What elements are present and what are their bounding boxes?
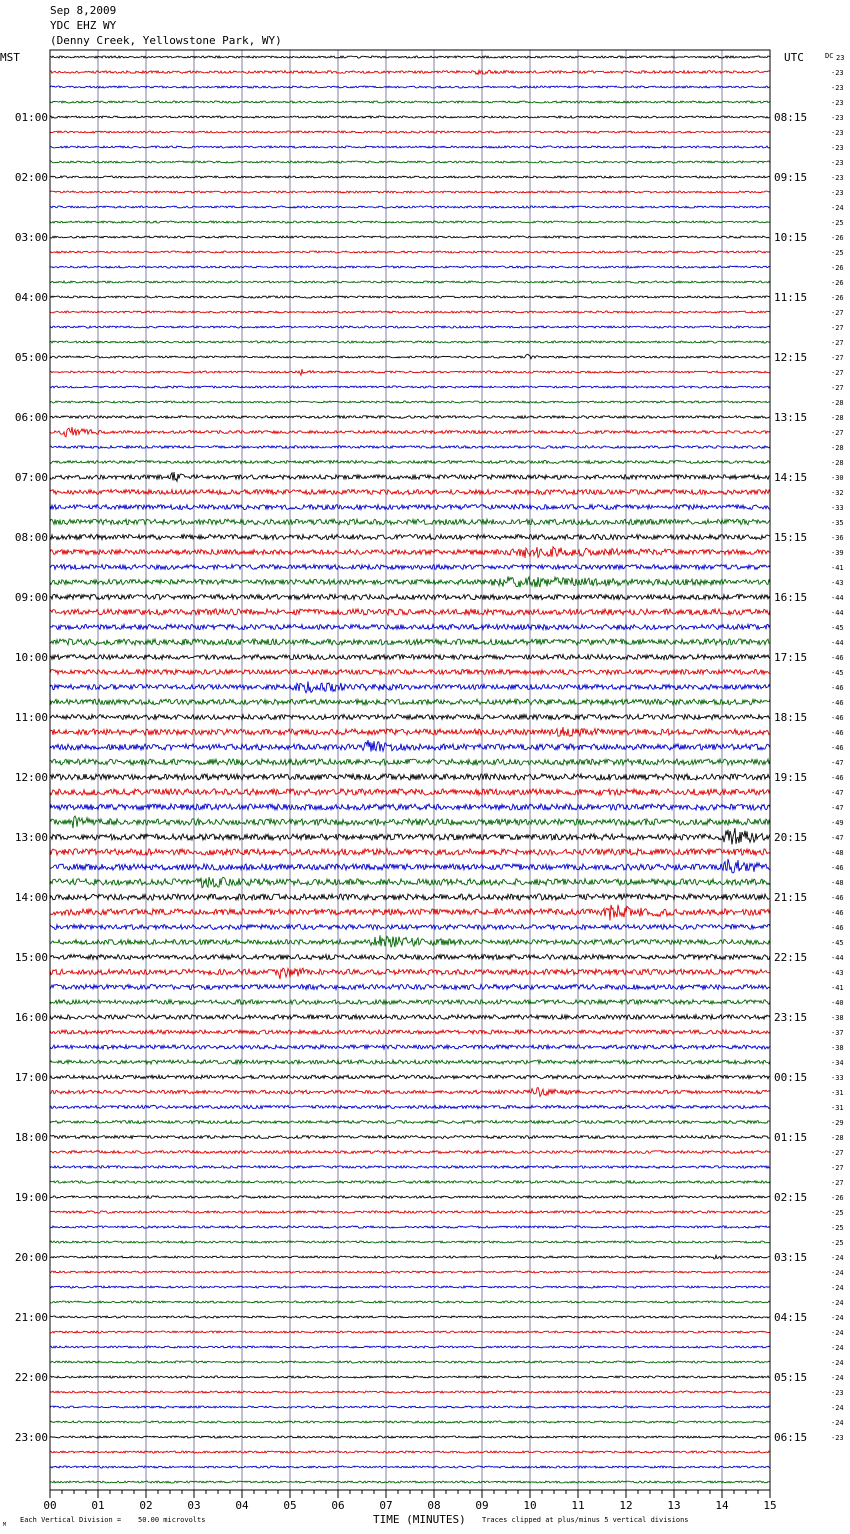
dc-offset-label: -25 (831, 219, 844, 227)
dc-offset-label: -24 (831, 1269, 844, 1277)
trace-line (50, 639, 770, 645)
trace-line (50, 1181, 770, 1184)
dc-offset-label: -31 (831, 1089, 844, 1097)
dc-offset-label: -25 (831, 1209, 844, 1217)
trace-line (50, 1136, 770, 1139)
trace-line (50, 1466, 770, 1468)
trace-line (50, 1196, 770, 1198)
mst-hour-label: 14:00 (14, 891, 48, 904)
trace-line (50, 968, 770, 979)
x-tick-label: 14 (715, 1499, 729, 1512)
mst-hour-label: 23:00 (14, 1431, 48, 1444)
dc-offset-label: -38 (831, 1044, 844, 1052)
dc-offset-label: -26 (831, 1194, 844, 1202)
dc-offset-label: -24 (831, 1359, 844, 1367)
dc-offset-label: -44 (831, 594, 844, 602)
x-tick-label: 11 (571, 1499, 585, 1512)
trace-line (50, 534, 770, 539)
utc-hour-label: 02:15 (774, 1191, 808, 1204)
trace-line (50, 905, 770, 921)
utc-hour-label: 16:15 (774, 591, 808, 604)
dc-offset-label: -37 (831, 1029, 844, 1037)
dc-offset-label: -46 (831, 729, 844, 737)
utc-hour-label: 10:15 (774, 231, 808, 244)
dc-offset-label: -26 (831, 234, 844, 242)
x-tick-label: 01 (91, 1499, 105, 1512)
mst-hour-label: 11:00 (14, 711, 48, 724)
dc-offset-label: -23 (831, 159, 844, 167)
dc-offset-label: -24 (831, 1374, 844, 1382)
dc-offset-label: -47 (831, 759, 844, 767)
dc-offset-label: -25 (831, 1224, 844, 1232)
dc-offset-label: -43 (831, 579, 844, 587)
mst-hour-label: 06:00 (14, 411, 48, 424)
trace-line (50, 221, 770, 223)
dc-offset-label: -28 (831, 399, 844, 407)
trace-line (50, 1331, 770, 1333)
mst-hour-label: 18:00 (14, 1131, 48, 1144)
trace-line (50, 609, 770, 615)
x-tick-label: 07 (379, 1499, 393, 1512)
dc-offset-label: -36 (831, 534, 844, 542)
trace-line (50, 519, 770, 525)
trace-line (50, 1226, 770, 1228)
dc-offset-label: -26 (831, 279, 844, 287)
trace-line (50, 670, 770, 675)
trace-line (50, 1060, 770, 1064)
trace-line (50, 354, 770, 358)
dc-offset-label: -44 (831, 639, 844, 647)
trace-line (50, 101, 770, 103)
trace-line (50, 1211, 770, 1213)
trace-line (50, 759, 770, 765)
dc-offset-label: -27 (831, 369, 844, 377)
utc-hour-label: 05:15 (774, 1371, 808, 1384)
dc-offset-label: -47 (831, 789, 844, 797)
trace-line (50, 828, 770, 844)
dc-offset-label: -24 (831, 1254, 844, 1262)
dc-offset-label: -39 (831, 549, 844, 557)
utc-hour-label: 13:15 (774, 411, 808, 424)
dc-offset-label: -27 (831, 1179, 844, 1187)
utc-hour-label: 15:15 (774, 531, 808, 544)
right-axis-label: UTC (784, 51, 804, 64)
dc-offset-label: -46 (831, 654, 844, 662)
right-hour-labels (774, 111, 807, 1444)
mst-hour-label: 02:00 (14, 171, 48, 184)
trace-line (50, 859, 770, 873)
trace-line (50, 1255, 770, 1259)
trace-line (50, 594, 770, 599)
trace-line (50, 1301, 770, 1303)
mst-hour-label: 10:00 (14, 651, 48, 664)
trace-line (50, 326, 770, 328)
dc-offset-label: -32 (831, 489, 844, 497)
trace-line (50, 985, 770, 990)
trace-line (50, 1346, 770, 1348)
mst-hour-label: 15:00 (14, 951, 48, 964)
dc-offset-label: -29 (831, 1119, 844, 1127)
utc-hour-label: 09:15 (774, 171, 808, 184)
utc-hour-label: 11:15 (774, 291, 808, 304)
clip-note: Traces clipped at plus/minus 5 vertical divisions (482, 1516, 689, 1524)
trace-line (50, 740, 770, 752)
trace-line (50, 816, 770, 828)
x-tick-label: 13 (667, 1499, 681, 1512)
trace-line (50, 1088, 770, 1097)
mst-hour-label: 07:00 (14, 471, 48, 484)
plot-frame (50, 50, 770, 1490)
utc-hour-label: 01:15 (774, 1131, 808, 1144)
dc-offset-label: -40 (831, 999, 844, 1007)
trace-line (50, 490, 770, 495)
dc-offset-label: -46 (831, 699, 844, 707)
trace-line (50, 681, 770, 692)
trace-line (50, 1000, 770, 1005)
x-axis (43, 1490, 776, 1512)
trace-line (50, 70, 770, 74)
trace-line (50, 1030, 770, 1034)
trace-line (50, 1045, 770, 1049)
x-tick-label: 06 (331, 1499, 345, 1512)
x-tick-label: 15 (763, 1499, 777, 1512)
x-tick-label: 08 (427, 1499, 441, 1512)
trace-line (50, 161, 770, 163)
dc-offset-label: -27 (831, 324, 844, 332)
trace-line (50, 386, 770, 388)
trace-line (50, 461, 770, 464)
trace-line (50, 1015, 770, 1019)
trace-line (50, 1241, 770, 1243)
dc-offset-label: -46 (831, 864, 844, 872)
dc-offset-label: -47 (831, 804, 844, 812)
mst-hour-label: 21:00 (14, 1311, 48, 1324)
mst-hour-label: 05:00 (14, 351, 48, 364)
dc-offset-label: -46 (831, 744, 844, 752)
utc-hour-label: 22:15 (774, 951, 808, 964)
dc-offset-label: -23 (831, 189, 844, 197)
dc-offset-label: -23 (831, 144, 844, 152)
dc-offset-label: -38 (831, 1014, 844, 1022)
trace-line (50, 1361, 770, 1363)
utc-hour-label: 18:15 (774, 711, 808, 724)
dc-offset-label: -24 (831, 1329, 844, 1337)
trace-line (50, 369, 770, 375)
trace-line (50, 565, 770, 570)
dc-offset-label: -24 (831, 1419, 844, 1427)
trace-line (50, 86, 770, 88)
dc-offset-label: -27 (831, 384, 844, 392)
trace-line (50, 1316, 770, 1318)
utc-hour-label: 20:15 (774, 831, 808, 844)
dc-offset-label: -41 (831, 984, 844, 992)
utc-hour-label: 03:15 (774, 1251, 808, 1264)
trace-line (50, 1391, 770, 1393)
trace-line (50, 131, 770, 133)
utc-hour-label: 12:15 (774, 351, 808, 364)
x-tick-label: 09 (475, 1499, 489, 1512)
scale-note: Each Vertical Division = 50.00 microvolts (20, 1516, 206, 1524)
dc-offset-label: -35 (831, 519, 844, 527)
dc-offset-label: 23 (836, 54, 845, 62)
left-hour-labels (15, 111, 48, 1444)
dc-offset-label: -26 (831, 294, 844, 302)
dc-offset-label: -23 (831, 174, 844, 182)
dc-offset-label: -27 (831, 429, 844, 437)
trace-line (50, 1105, 770, 1108)
dc-offset-label: -47 (831, 834, 844, 842)
station-code: YDC EHZ WY (50, 19, 117, 32)
dc-offset-label: -24 (831, 1344, 844, 1352)
utc-hour-label: 17:15 (774, 651, 808, 664)
dc-offset-label: -45 (831, 939, 844, 947)
dc-offset-label: -24 (831, 1404, 844, 1412)
dc-offset-label: -33 (831, 1074, 844, 1082)
trace-line (50, 1121, 770, 1124)
mst-hour-label: 20:00 (14, 1251, 48, 1264)
utc-hour-label: 23:15 (774, 1011, 808, 1024)
dc-offset-label: -23 (831, 114, 844, 122)
utc-hour-label: 21:15 (774, 891, 808, 904)
dc-offset-label: -28 (831, 459, 844, 467)
mst-hour-label: 12:00 (14, 771, 48, 784)
dc-offset-label: -33 (831, 504, 844, 512)
dc-offset-label: -46 (831, 774, 844, 782)
dc-offset-label: -23 (831, 1389, 844, 1397)
trace-line (50, 804, 770, 810)
dc-offset-label: -27 (831, 309, 844, 317)
dc-offset-label: -24 (831, 1284, 844, 1292)
trace-line (50, 727, 770, 736)
trace-line (50, 427, 770, 437)
dc-offset-label: -28 (831, 444, 844, 452)
left-axis-label: MST (0, 51, 20, 64)
dc-offset-label: -25 (831, 249, 844, 257)
trace-line (50, 576, 770, 587)
mst-hour-label: 03:00 (14, 231, 48, 244)
dc-offset-label: -45 (831, 624, 844, 632)
chart-date: Sep 8,2009 (50, 4, 117, 17)
mst-hour-label: 08:00 (14, 531, 48, 544)
dc-offset-label: -46 (831, 924, 844, 932)
corner-mark: M (3, 1522, 7, 1528)
dc-offset-label: -46 (831, 909, 844, 917)
trace-line (50, 789, 770, 795)
trace-line (50, 849, 770, 855)
dc-offset-label: -46 (831, 714, 844, 722)
dc-offset-label: -27 (831, 339, 844, 347)
dc-offset-label: -23 (831, 1434, 844, 1442)
dc-offset-label: -24 (831, 204, 844, 212)
trace-line (50, 955, 770, 960)
mst-hour-label: 22:00 (14, 1371, 48, 1384)
x-tick-label: 00 (43, 1499, 57, 1512)
trace-line (50, 714, 770, 719)
utc-hour-label: 06:15 (774, 1431, 808, 1444)
mst-hour-label: 13:00 (14, 831, 48, 844)
dc-offset-label: -48 (831, 849, 844, 857)
trace-line (50, 699, 770, 705)
dc-offset-labels (831, 54, 844, 1442)
trace-line (50, 894, 770, 900)
trace-line (50, 1436, 770, 1438)
trace-line (50, 1421, 770, 1423)
dc-offset-label: -23 (831, 99, 844, 107)
mst-hour-label: 19:00 (14, 1191, 48, 1204)
dc-offset-label: -24 (831, 1314, 844, 1322)
trace-line (50, 236, 770, 238)
x-tick-label: 02 (139, 1499, 153, 1512)
mst-hour-label: 09:00 (14, 591, 48, 604)
dc-offset-label: -46 (831, 684, 844, 692)
trace-line (50, 935, 770, 947)
trace-line (50, 1286, 770, 1288)
x-tick-label: 10 (523, 1499, 537, 1512)
dc-offset-label: -26 (831, 264, 844, 272)
trace-line (50, 401, 770, 403)
utc-hour-label: 19:15 (774, 771, 808, 784)
x-tick-label: 03 (187, 1499, 201, 1512)
utc-hour-label: 14:15 (774, 471, 808, 484)
trace-line (50, 1166, 770, 1169)
dc-offset-label: -24 (831, 1299, 844, 1307)
trace-line (50, 296, 770, 298)
trace-line (50, 774, 770, 780)
dc-offset-label: -28 (831, 1134, 844, 1142)
trace-line (50, 206, 770, 208)
dc-offset-label: -23 (831, 84, 844, 92)
trace-line (50, 925, 770, 930)
dc-label: DC (825, 52, 834, 60)
dc-offset-label: -49 (831, 819, 844, 827)
dc-offset-label: -31 (831, 1104, 844, 1112)
dc-offset-label: -41 (831, 564, 844, 572)
mst-hour-label: 04:00 (14, 291, 48, 304)
mst-hour-label: 01:00 (14, 111, 48, 124)
mst-hour-label: 16:00 (14, 1011, 48, 1024)
trace-line (50, 655, 770, 660)
dc-offset-label: -44 (831, 609, 844, 617)
trace-line (50, 266, 770, 268)
trace-line (50, 472, 770, 481)
dc-offset-label: -45 (831, 669, 844, 677)
trace-line (50, 1451, 770, 1453)
trace-line (50, 191, 770, 193)
dc-offset-label: -28 (831, 414, 844, 422)
trace-line (50, 877, 770, 888)
trace-line (50, 341, 770, 343)
dc-offset-label: -27 (831, 1164, 844, 1172)
station-location: (Denny Creek, Yellowstone Park, WY) (50, 34, 282, 47)
dc-offset-label: -23 (831, 129, 844, 137)
trace-line (50, 624, 770, 629)
x-tick-label: 04 (235, 1499, 249, 1512)
x-tick-label: 05 (283, 1499, 297, 1512)
utc-hour-label: 00:15 (774, 1071, 808, 1084)
dc-offset-label: -23 (831, 69, 844, 77)
utc-hour-label: 08:15 (774, 111, 808, 124)
dc-offset-label: -43 (831, 969, 844, 977)
trace-line (50, 416, 770, 419)
trace-line (50, 1376, 770, 1378)
trace-group (50, 56, 770, 1483)
utc-hour-label: 04:15 (774, 1311, 808, 1324)
trace-line (50, 176, 770, 178)
x-axis-title: TIME (MINUTES) (373, 1513, 466, 1526)
dc-offset-label: -27 (831, 354, 844, 362)
trace-line (50, 1271, 770, 1273)
trace-line (50, 56, 770, 58)
trace-line (50, 1406, 770, 1408)
dc-offset-label: -27 (831, 1149, 844, 1157)
dc-offset-label: -30 (831, 474, 844, 482)
dc-offset-label: -34 (831, 1059, 844, 1067)
trace-line (50, 1481, 770, 1483)
trace-line (50, 311, 770, 313)
dc-offset-label: -44 (831, 954, 844, 962)
trace-line (50, 1075, 770, 1079)
x-tick-label: 12 (619, 1499, 633, 1512)
dc-offset-label: -48 (831, 879, 844, 887)
mst-hour-label: 17:00 (14, 1071, 48, 1084)
trace-line (50, 505, 770, 510)
trace-line (50, 116, 770, 118)
dc-offset-label: -46 (831, 894, 844, 902)
trace-line (50, 146, 770, 148)
trace-line (50, 446, 770, 449)
trace-line (50, 547, 770, 558)
trace-line (50, 251, 770, 253)
dc-offset-label: -25 (831, 1239, 844, 1247)
trace-line (50, 281, 770, 283)
trace-line (50, 1151, 770, 1154)
